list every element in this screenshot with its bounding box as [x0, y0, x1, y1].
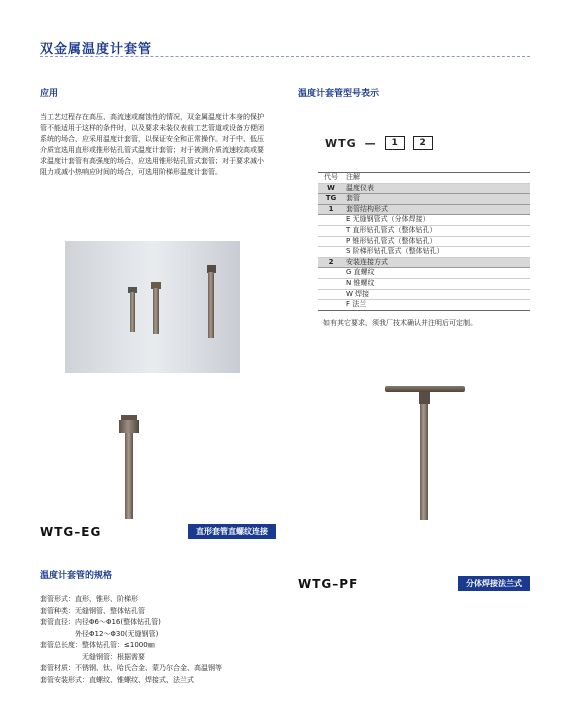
- spec-line: 无缝钢管：根据需要: [40, 652, 145, 661]
- spec-line: 套管形式：直形、锥形、阶梯形: [40, 595, 138, 603]
- table-cell-code: 1: [328, 204, 334, 213]
- table-row: [318, 237, 530, 248]
- table-cell-desc: 安装连接方式: [346, 257, 388, 266]
- table-cell-desc: 套管: [346, 194, 360, 203]
- table-row: [318, 215, 530, 226]
- table-cell-desc: S 阶梯形钻孔管式（整体钻孔）: [346, 247, 444, 256]
- spec-line: 套管材质：不锈钢、钛、哈氏合金、蒙乃尔合金、高温钢等: [40, 664, 222, 672]
- table-row: [318, 194, 530, 205]
- wtg-eg-model: WTG–EG: [40, 524, 102, 539]
- wtg-eg-photo: [65, 412, 195, 522]
- table-cell-code: [318, 215, 344, 225]
- custom-note: 如有其它要求，须我厂技术确认并注明后可定制。: [323, 319, 477, 327]
- table-row: [318, 247, 530, 258]
- table-cell-code: [318, 237, 344, 247]
- table-row: [318, 268, 530, 279]
- table-cell-desc: 温度仪表: [346, 183, 374, 192]
- table-cell-code: W: [327, 183, 335, 192]
- wtg-eg-tag: 直形套管直螺纹连接: [188, 524, 276, 539]
- table-cell-code: [318, 268, 344, 278]
- table-cell-code: 2: [328, 257, 334, 266]
- spec-line: 套管总长度：整体钻孔管：≤1000㎜: [40, 641, 155, 649]
- table-cell-code: [318, 226, 344, 236]
- table-row: [318, 258, 530, 269]
- model-code-box-1: 1: [385, 136, 405, 150]
- table-cell-code: [318, 300, 344, 310]
- spec-line: 套管种类：无缝钢管、整体钻孔管: [40, 606, 145, 615]
- page-title: 双金属温度计套管: [40, 42, 153, 57]
- specs-list: [40, 594, 280, 686]
- spec-line: 外径Φ12～Φ30(无缝钢管): [40, 629, 159, 638]
- application-paragraph: 当工艺过程存在高压、高流速或腐蚀性的情况，双金属温度计本身的保护管不能适用于这样的条件时，以及要求未装仪表前工艺管道或设备方便闭系统的场合，应采用温度计套管，以保证安全和正常操作。对于中、低压介质宜选用直形或推形钻孔管式温度计套管；对于被测介质流速较高或要求温度计套管有高强度的场合，应选用锥形钻孔管式套管；对于要求减小阻力或减小热响应时间的场合，可选用阶梯形温度计套管。: [40, 113, 264, 176]
- wtg-pf-caption: [298, 576, 530, 591]
- table-cell-desc: P 锥形钻孔管式（整体钻孔）: [346, 236, 437, 245]
- model-code-dash: —: [364, 136, 377, 150]
- model-table: [318, 172, 530, 311]
- table-row: [318, 226, 530, 237]
- table-cell-desc: F 法兰: [346, 300, 367, 309]
- table-cell-code: [318, 247, 344, 257]
- table-row: [318, 173, 530, 184]
- table-cell-desc: 注解: [346, 173, 360, 181]
- table-cell-code: TG: [325, 194, 337, 203]
- thermowell-group-photo: [65, 241, 240, 373]
- table-row: [318, 184, 530, 195]
- specs-heading: 温度计套管的规格: [40, 571, 113, 581]
- table-row: [318, 290, 530, 301]
- wtg-pf-photo: [375, 380, 475, 525]
- table-cell-desc: 套管结构形式: [346, 204, 388, 213]
- model-code-box-2: 2: [413, 136, 433, 150]
- table-cell-code: [318, 290, 344, 300]
- table-row: [318, 300, 530, 311]
- spec-line: 套管直径：内径Φ6～Φ16(整体钻孔管): [40, 618, 161, 626]
- application-heading: 应用: [40, 89, 59, 99]
- model-heading: 温度计套管型号表示: [298, 89, 380, 99]
- table-cell-desc: W 焊接: [346, 289, 370, 298]
- table-cell-desc: E 无缝钢管式（分体焊接）: [346, 215, 430, 224]
- model-code-line: [325, 136, 433, 150]
- table-row: [318, 279, 530, 290]
- model-code-prefix: WTG: [325, 136, 357, 150]
- table-row: [318, 205, 530, 216]
- table-cell-code: [318, 279, 344, 289]
- table-cell-desc: N 锥螺纹: [346, 278, 375, 287]
- title-divider: [40, 56, 530, 57]
- wtg-pf-tag: 分体焊接法兰式: [458, 576, 530, 591]
- table-cell-desc: G 直螺纹: [346, 268, 375, 277]
- wtg-pf-model: WTG–PF: [298, 576, 359, 591]
- table-cell-desc: T 直形钻孔管式（整体钻孔）: [346, 225, 437, 234]
- wtg-eg-caption: [40, 524, 276, 539]
- table-cell-code: 代号: [324, 173, 338, 181]
- spec-line: 套管安装形式：直螺纹、锥螺纹、焊接式、法兰式: [40, 675, 194, 684]
